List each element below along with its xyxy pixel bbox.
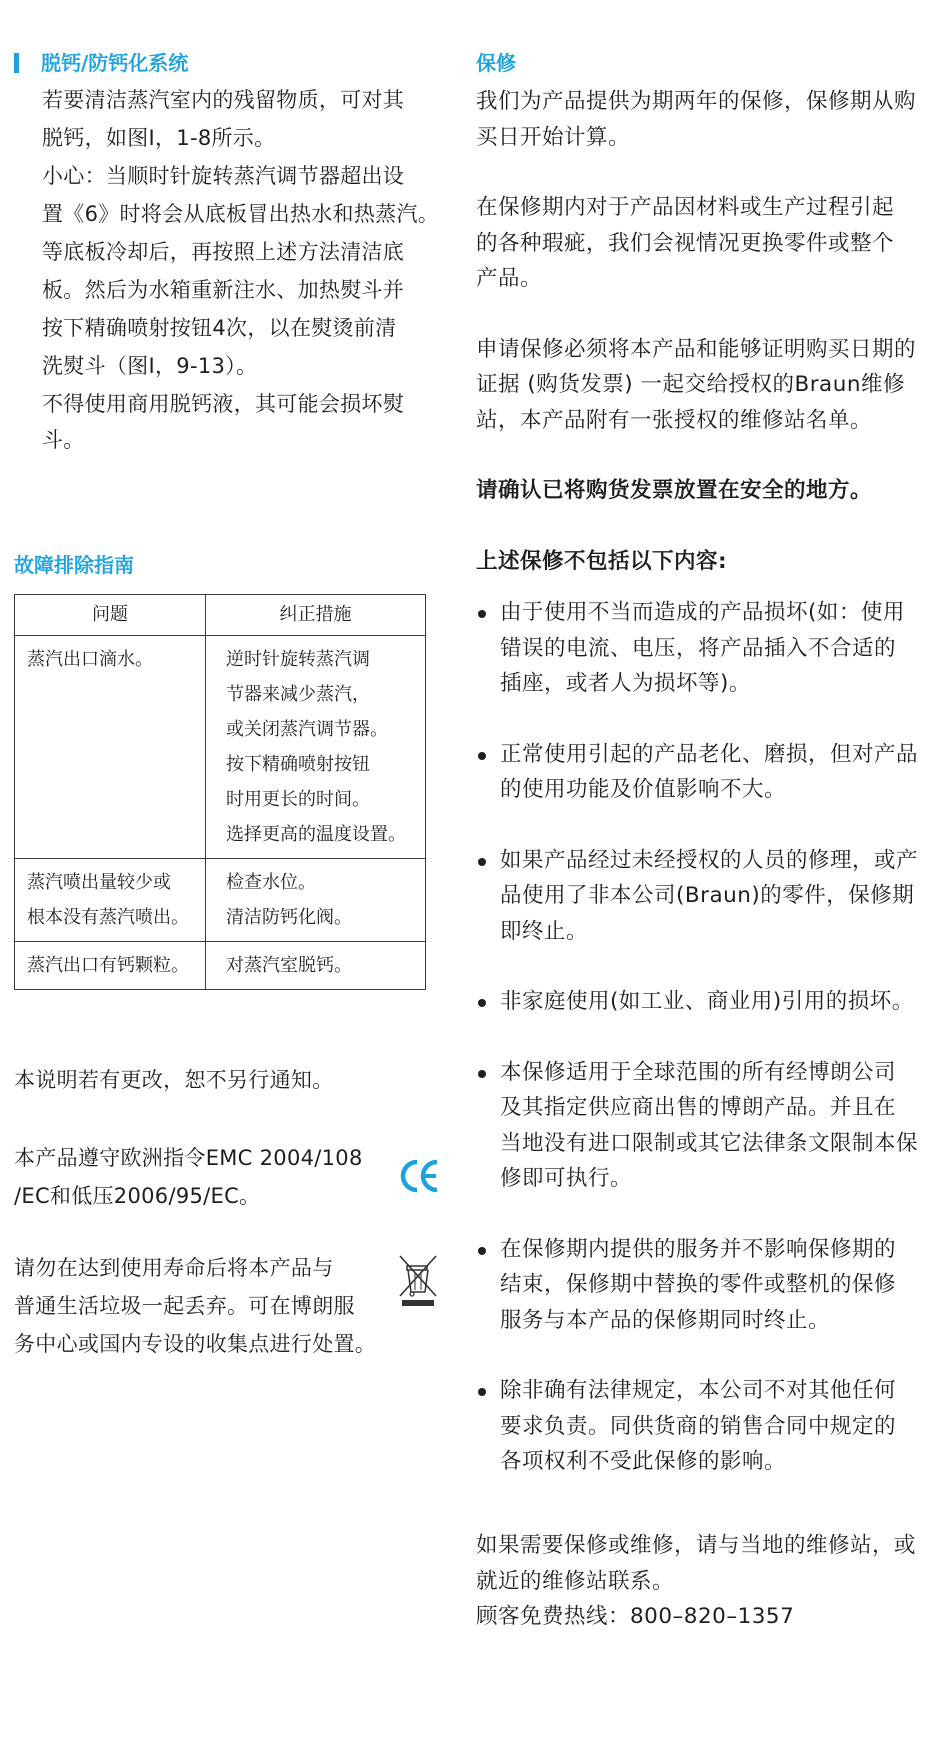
problem-cell — [15, 942, 206, 990]
invoice-safe-note: 请确认已将购货发票放置在安全的地方。 — [476, 478, 873, 503]
warranty-line: 产品。 — [476, 266, 543, 291]
fix-text: 选择更高的温度设置。 — [226, 824, 406, 845]
crossed-out-bin-icon — [396, 1252, 440, 1308]
bullet-dot — [478, 610, 486, 618]
fix-text: 检查水位。 — [226, 872, 316, 893]
list-item-line: 品使用了非本公司(Braun)的零件，保修期 — [500, 883, 915, 908]
ce-line: 本产品遵守欧洲指令EMC 2004/108 — [14, 1146, 363, 1170]
bullet-dot — [478, 1388, 486, 1396]
exclusions-heading: 上述保修不包括以下内容: — [476, 548, 728, 574]
left-column — [14, 48, 444, 990]
list-item — [476, 1232, 942, 1339]
list-item-line: 非家庭使用(如工业、商业用)引用的损坏。 — [500, 989, 914, 1014]
descaling-line: 小心：当顺时针旋转蒸汽调节器超出设 — [42, 164, 405, 188]
warranty-line: 申请保修必须将本产品和能够证明购买日期的 — [476, 336, 917, 362]
descaling-line: 不得使用商用脱钙液，其可能会损坏熨斗。 — [42, 392, 405, 452]
list-item-line: 插座，或者人为损坏等)。 — [500, 671, 751, 696]
ce-compliance — [14, 1140, 404, 1216]
table-row — [15, 636, 426, 859]
disposal-line: 普通生活垃圾一起丢弃。可在博朗服 — [14, 1294, 355, 1318]
list-item-line: 正常使用引起的产品老化、磨损，但对产品 — [500, 741, 919, 767]
problem-text: 蒸汽出口滴水。 — [27, 649, 153, 670]
descaling-line: 脱钙，如图I，1-8所示。 — [42, 126, 276, 150]
bullet-dot — [478, 1247, 486, 1255]
fix-text: 逆时针旋转蒸汽调 — [226, 649, 370, 670]
disposal-notice — [14, 1250, 404, 1364]
descaling-line: 若要清洁蒸汽室内的残留物质，可对其 — [42, 88, 405, 112]
list-item-line: 结束，保修期中替换的零件或整机的保修 — [500, 1272, 897, 1297]
warranty-line: 的各种瑕疵，我们会视情况更换零件或整个 — [476, 230, 895, 256]
list-item — [476, 1373, 942, 1480]
problem-text: 蒸汽出口有钙颗粒。 — [27, 955, 189, 976]
descaling-line: 按下精确喷射按钮4次，以在熨烫前清 — [42, 316, 397, 340]
bullet-dot — [478, 858, 486, 866]
fix-text: 或关闭蒸汽调节器。 — [226, 719, 388, 740]
list-item-line: 要求负责。同供货商的销售合同中规定的 — [500, 1413, 897, 1439]
list-item-line: 如果产品经过未经授权的人员的修理，或产 — [500, 847, 919, 873]
disposal-line: 务中心或国内专设的收集点进行处置。 — [14, 1332, 377, 1356]
list-item-line: 错误的电流、电压，将产品插入不合适的 — [500, 635, 897, 661]
list-item-line: 在保修期内提供的服务并不影响保修期的 — [500, 1236, 897, 1262]
descaling-body — [14, 82, 444, 458]
fix-cell — [206, 636, 426, 859]
col-header-fix: 纠正措施 — [206, 595, 426, 636]
list-item-line: 及其指定供应商出售的博朗产品。并且在 — [500, 1095, 897, 1120]
list-item — [476, 843, 942, 950]
troubleshooting-table — [14, 594, 426, 990]
descaling-heading-text: 脱钙/防钙化系统 — [41, 51, 189, 75]
descaling-heading — [14, 48, 444, 78]
table-row — [15, 859, 426, 942]
list-item-line: 由于使用不当而造成的产品损坏(如：使用 — [500, 600, 905, 625]
list-item-line: 修即可执行。 — [500, 1166, 633, 1191]
warranty-line: 买日开始计算。 — [476, 124, 631, 150]
troubleshooting-heading: 故障排除指南 — [14, 553, 134, 577]
contact-line: 就近的维修站联系。 — [476, 1568, 675, 1594]
descaling-line: 等底板冷却后，再按照上述方法清洁底 — [42, 240, 405, 264]
warranty-line: 我们为产品提供为期两年的保修，保修期从购 — [476, 89, 917, 114]
ce-mark-icon — [400, 1158, 440, 1194]
fix-text: 节器来减少蒸汽， — [226, 684, 370, 705]
exclusions-list — [476, 595, 942, 1480]
warranty-heading: 保修 — [476, 51, 516, 75]
list-item-line: 本保修适用于全球范围的所有经博朗公司 — [500, 1059, 897, 1085]
fix-text: 清洁防钙化阀。 — [226, 907, 352, 928]
fix-text: 按下精确喷射按钮 — [226, 754, 370, 775]
problem-text: 根本没有蒸汽喷出。 — [27, 907, 189, 928]
ce-line: /EC和低压2006/95/EC。 — [14, 1184, 261, 1208]
list-item-line: 即终止。 — [500, 918, 589, 944]
list-item — [476, 1055, 942, 1197]
list-item — [476, 737, 942, 808]
fix-cell — [206, 859, 426, 942]
right-column — [476, 48, 942, 1480]
heading-bar-marker — [14, 53, 19, 73]
list-item-line: 各项权利不受此保修的影响。 — [500, 1449, 787, 1474]
warranty-p1 — [476, 84, 942, 155]
disposal-line: 请勿在达到使用寿命后将本产品与 — [14, 1256, 334, 1280]
descaling-line: 置《6》时将会从底板冒出热水和热蒸汽。 — [42, 202, 440, 226]
contact-info — [476, 1528, 942, 1635]
list-item-line: 当地没有进口限制或其它法律条文限制本保 — [500, 1130, 919, 1156]
fix-cell — [206, 942, 426, 990]
table-header-row — [15, 595, 426, 636]
warranty-p2 — [476, 190, 942, 297]
warranty-line: 证据 (购货发票) 一起交给授权的Braun维修 — [476, 372, 905, 397]
list-item — [476, 595, 942, 702]
problem-cell — [15, 636, 206, 859]
fix-text: 时用更长的时间。 — [226, 789, 370, 810]
bullet-dot — [478, 1070, 486, 1078]
hotline-text: 顾客免费热线：800–820–1357 — [476, 1604, 795, 1629]
col-header-problem: 问题 — [15, 595, 206, 636]
descaling-line: 板。然后为水箱重新注水、加热熨斗并 — [42, 278, 405, 302]
descaling-line: 洗熨斗（图I，9-13）。 — [42, 354, 258, 378]
warranty-p3 — [476, 332, 942, 439]
list-item-line: 的使用功能及价值影响不大。 — [500, 777, 787, 802]
list-item-line: 除非确有法律规定，本公司不对其他任何 — [500, 1378, 897, 1403]
fix-text: 对蒸汽室脱钙。 — [226, 955, 352, 976]
warranty-line: 在保修期内对于产品因材料或生产过程引起 — [476, 195, 895, 220]
contact-line: 如果需要保修或维修，请与当地的维修站，或 — [476, 1533, 917, 1558]
change-notice-text: 本说明若有更改，恕不另行通知。 — [14, 1068, 334, 1092]
change-notice — [14, 1062, 444, 1100]
problem-text: 蒸汽喷出量较少或 — [27, 872, 171, 893]
list-item-line: 服务与本产品的保修期同时终止。 — [500, 1307, 831, 1333]
warranty-line: 站，本产品附有一张授权的维修站名单。 — [476, 407, 873, 433]
list-item — [476, 984, 942, 1020]
bullet-dot — [478, 752, 486, 760]
bullet-dot — [478, 999, 486, 1007]
problem-cell — [15, 859, 206, 942]
table-row — [15, 942, 426, 990]
